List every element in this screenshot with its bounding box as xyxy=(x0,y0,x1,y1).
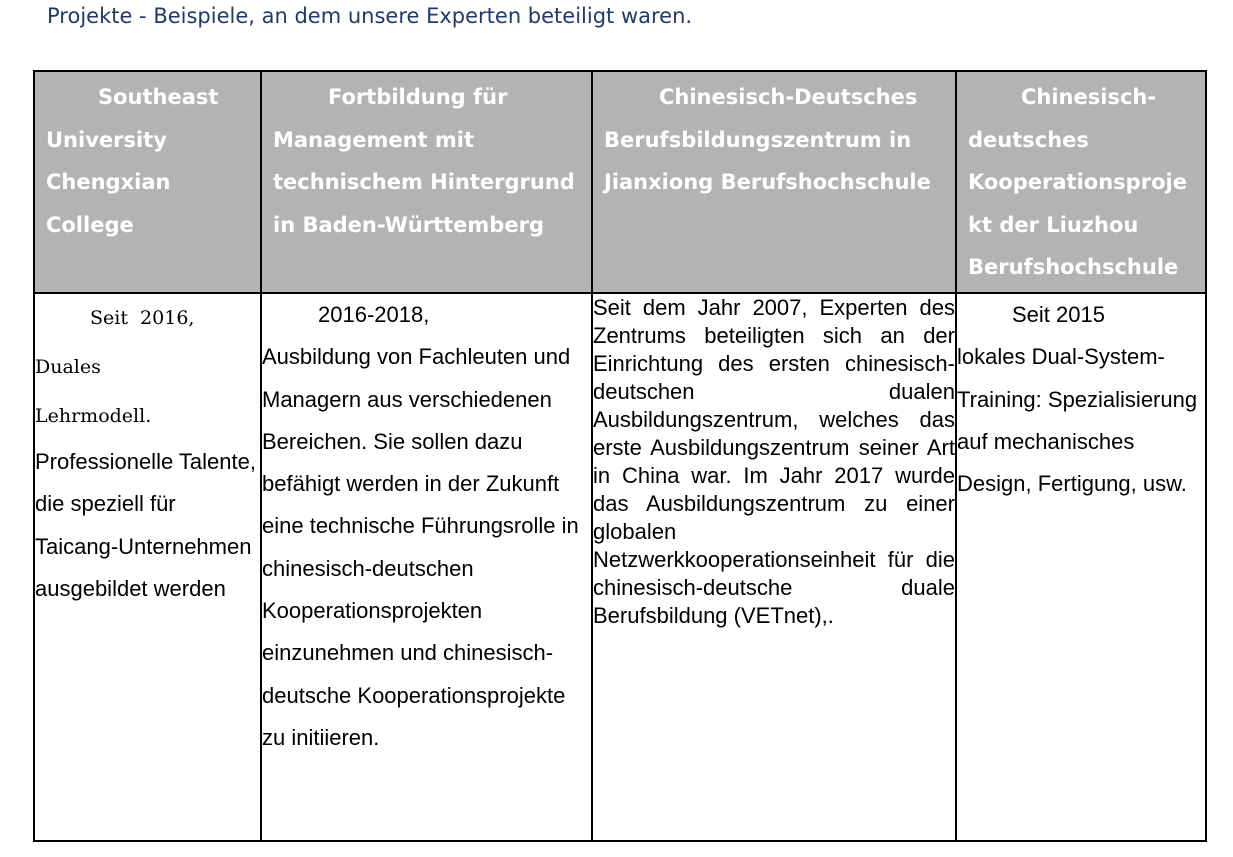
body-cell-jianxiong xyxy=(592,293,956,841)
cell-text: Ausbildung von Fachleuten und Managern aus verschiedenen Bereichen. Sie sollen dazu befähigt werden in der Zukunft eine technische Führungsrolle in chinesisch-deutschen Kooperationsprojekten einzunehmen und chinesisch-deutsche Kooperationsprojekte zu initiieren. xyxy=(262,344,579,750)
header-cell-jianxiong xyxy=(592,71,956,293)
table-row xyxy=(34,293,1206,841)
cell-first-line: 2016-2018, xyxy=(318,302,430,327)
header-cell-liuzhou xyxy=(956,71,1206,293)
mono-line: Lehrmodell. xyxy=(35,405,152,427)
header-cell-southeast xyxy=(34,71,261,293)
intro-text: Projekte - Beispiele, an dem unsere Experten beteiligt waren. xyxy=(47,4,693,28)
mono-line: Duales xyxy=(35,356,101,378)
header-cell-fortbildung xyxy=(261,71,592,293)
header-text: Chinesisch-deutsches Kooperationsprojekt der Liuzhou Berufshochschule xyxy=(968,85,1187,279)
body-cell-liuzhou xyxy=(956,293,1206,841)
header-text: Southeast University Chengxian College xyxy=(46,85,219,237)
cell-first-line: Seit 2015 xyxy=(1012,302,1105,327)
table-header-row xyxy=(34,71,1206,293)
cell-text: Seit dem Jahr 2007, Experten des Zentrums beteiligten sich an der Einrichtung des ersten chinesisch-deutschen dualen Ausbildungszentrum, welches das erste Ausbildungszentrum seiner Art in China war. Im Jahr 2017 wurde das Ausbildungszentrum zu einer globalen Netzwerkkooperationseinheit für die chinesisch-deutsche duale Berufsbildung (VETnet),. xyxy=(593,295,955,628)
cell-text: lokales Dual-System-Training: Spezialisierung auf mechanisches Design, Fertigung, usw. xyxy=(957,344,1198,497)
body-cell-southeast xyxy=(34,293,261,841)
projects-table xyxy=(33,70,1207,842)
mono-line: Seit 2016, xyxy=(90,307,195,329)
header-text: Chinesisch-Deutsches Berufsbildungszentrum in Jianxiong Berufshochschule xyxy=(604,85,931,194)
body-cell-fortbildung xyxy=(261,293,592,841)
cell-text: Professionelle Talente, die speziell für Taicang-Unternehmen ausgebildet werden xyxy=(35,449,256,601)
header-text: Fortbildung für Management mit technischem Hintergrund in Baden-Württemberg xyxy=(273,85,575,237)
